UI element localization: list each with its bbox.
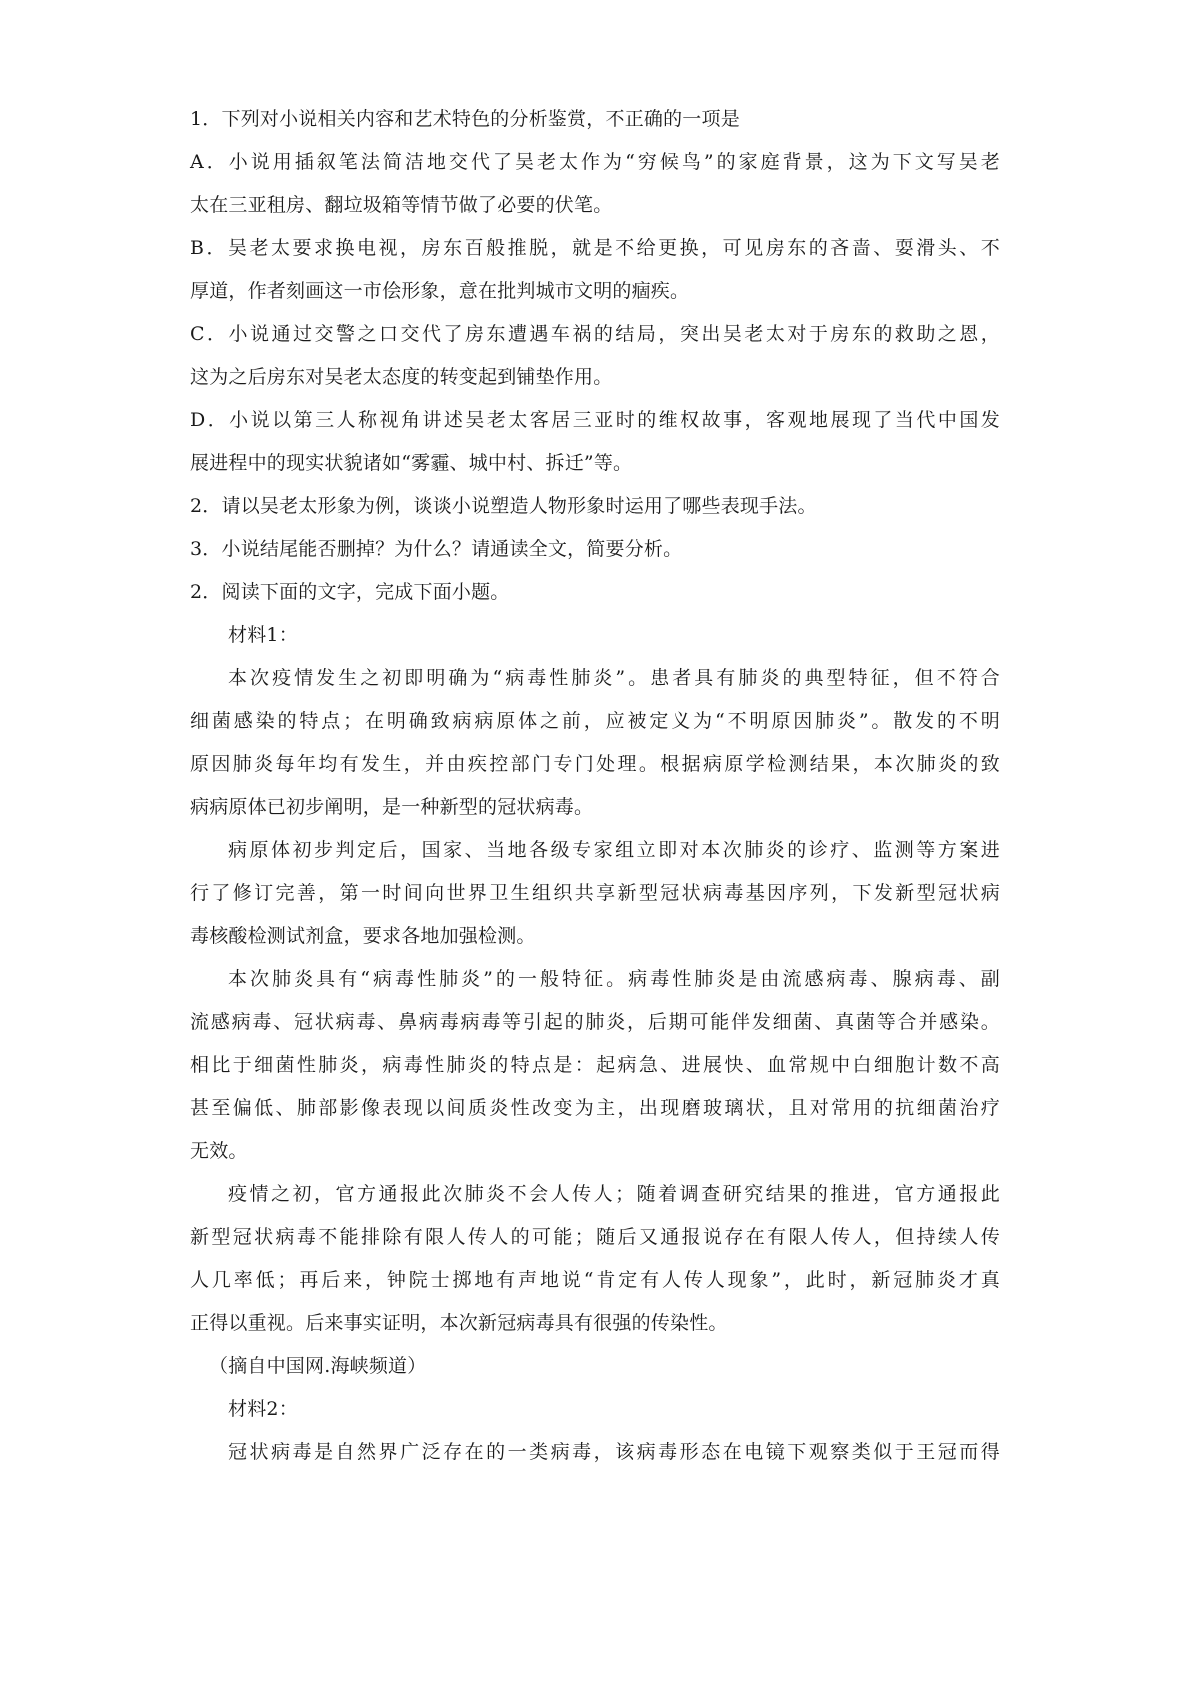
question-1-stem: 1．下列对小说相关内容和艺术特色的分析鉴赏，不正确的一项是 (190, 108, 740, 130)
paragraph-line: 人几率低；再后来，钟院士掷地有声地说“肯定有人传人现象”，此时，新冠肺炎才真 (190, 1269, 1000, 1291)
option-b-line-1: B．吴老太要求换电视，房东百般推脱，就是不给更换，可见房东的吝啬、耍滑头、不 (190, 237, 1000, 259)
paragraph-line: 毒核酸检测试剂盒，要求各地加强检测。 (190, 925, 536, 947)
question-2: 2．请以吴老太形象为例，谈谈小说塑造人物形象时运用了哪些表现手法。 (190, 495, 817, 517)
paragraph-line: 甚至偏低、肺部影像表现以间质炎性改变为主，出现磨玻璃状，且对常用的抗细菌治疗 (190, 1097, 1000, 1119)
material-1-label: 材料1： (228, 624, 298, 646)
option-c-line-1: C．小说通过交警之口交代了房东遭遇车祸的结局，突出吴老太对于房东的救助之恩， (190, 323, 1000, 345)
paragraph-line: 正得以重视。后来事实证明，本次新冠病毒具有很强的传染性。 (190, 1312, 728, 1334)
material-2-paragraph-1-line-1: 冠状病毒是自然界广泛存在的一类病毒，该病毒形态在电镜下观察类似于王冠而得 (228, 1441, 1000, 1463)
option-b-line-2: 厚道，作者刻画这一市侩形象，意在批判城市文明的痼疾。 (190, 280, 690, 302)
paragraph-line: 无效。 (190, 1140, 248, 1162)
material-1-paragraph-3 (190, 958, 1000, 1173)
section-2-heading: 2．阅读下面的文字，完成下面小题。 (190, 581, 510, 603)
document-body (190, 98, 1000, 1474)
option-d-line-2: 展进程中的现实状貌诸如“雾霾、城中村、拆迁”等。 (190, 452, 633, 474)
paragraph-line: 行了修订完善，第一时间向世界卫生组织共享新型冠状病毒基因序列，下发新型冠状病 (190, 882, 1000, 904)
material-2-label: 材料2： (228, 1398, 298, 1420)
option-c-line-2: 这为之后房东对吴老太态度的转变起到铺垫作用。 (190, 366, 613, 388)
material-1-source: （摘自中国网.海峡频道） (209, 1355, 427, 1377)
paragraph-line: 相比于细菌性肺炎，病毒性肺炎的特点是：起病急、进展快、血常规中白细胞计数不高 (190, 1054, 1000, 1076)
paragraph-line: 新型冠状病毒不能排除有限人传人的可能；随后又通报说存在有限人传人，但持续人传 (190, 1226, 1000, 1248)
paragraph-line: 本次肺炎具有“病毒性肺炎”的一般特征。病毒性肺炎是由流感病毒、腺病毒、副 (228, 968, 1000, 990)
paragraph-line: 流感病毒、冠状病毒、鼻病毒病毒等引起的肺炎，后期可能伴发细菌、真菌等合并感染。 (190, 1011, 1000, 1033)
paragraph-line: 疫情之初，官方通报此次肺炎不会人传人；随着调查研究结果的推进，官方通报此 (228, 1183, 1000, 1205)
paragraph-line: 细菌感染的特点；在明确致病病原体之前，应被定义为“不明原因肺炎”。散发的不明 (190, 710, 1000, 732)
option-d-line-1: D．小说以第三人称视角讲述吴老太客居三亚时的维权故事，客观地展现了当代中国发 (190, 409, 1000, 431)
paragraph-line: 本次疫情发生之初即明确为“病毒性肺炎”。患者具有肺炎的典型特征，但不符合 (228, 667, 1000, 689)
option-a-line-2: 太在三亚租房、翻垃圾箱等情节做了必要的伏笔。 (190, 194, 613, 216)
paragraph-line: 病原体初步判定后，国家、当地各级专家组立即对本次肺炎的诊疗、监测等方案进 (228, 839, 1000, 861)
paragraph-line: 原因肺炎每年均有发生，并由疾控部门专门处理。根据病原学检测结果，本次肺炎的致 (190, 753, 1000, 775)
paragraph-line: 病病原体已初步阐明，是一种新型的冠状病毒。 (190, 796, 594, 818)
material-1-paragraph-2 (190, 829, 1000, 958)
material-1-paragraph-4 (190, 1173, 1000, 1345)
option-a-line-1: A．小说用插叙笔法简洁地交代了吴老太作为“穷候鸟”的家庭背景，这为下文写吴老 (190, 151, 1000, 173)
material-1-paragraph-1 (190, 657, 1000, 829)
question-3: 3．小说结尾能否删掉？为什么？请通读全文，简要分析。 (190, 538, 683, 560)
